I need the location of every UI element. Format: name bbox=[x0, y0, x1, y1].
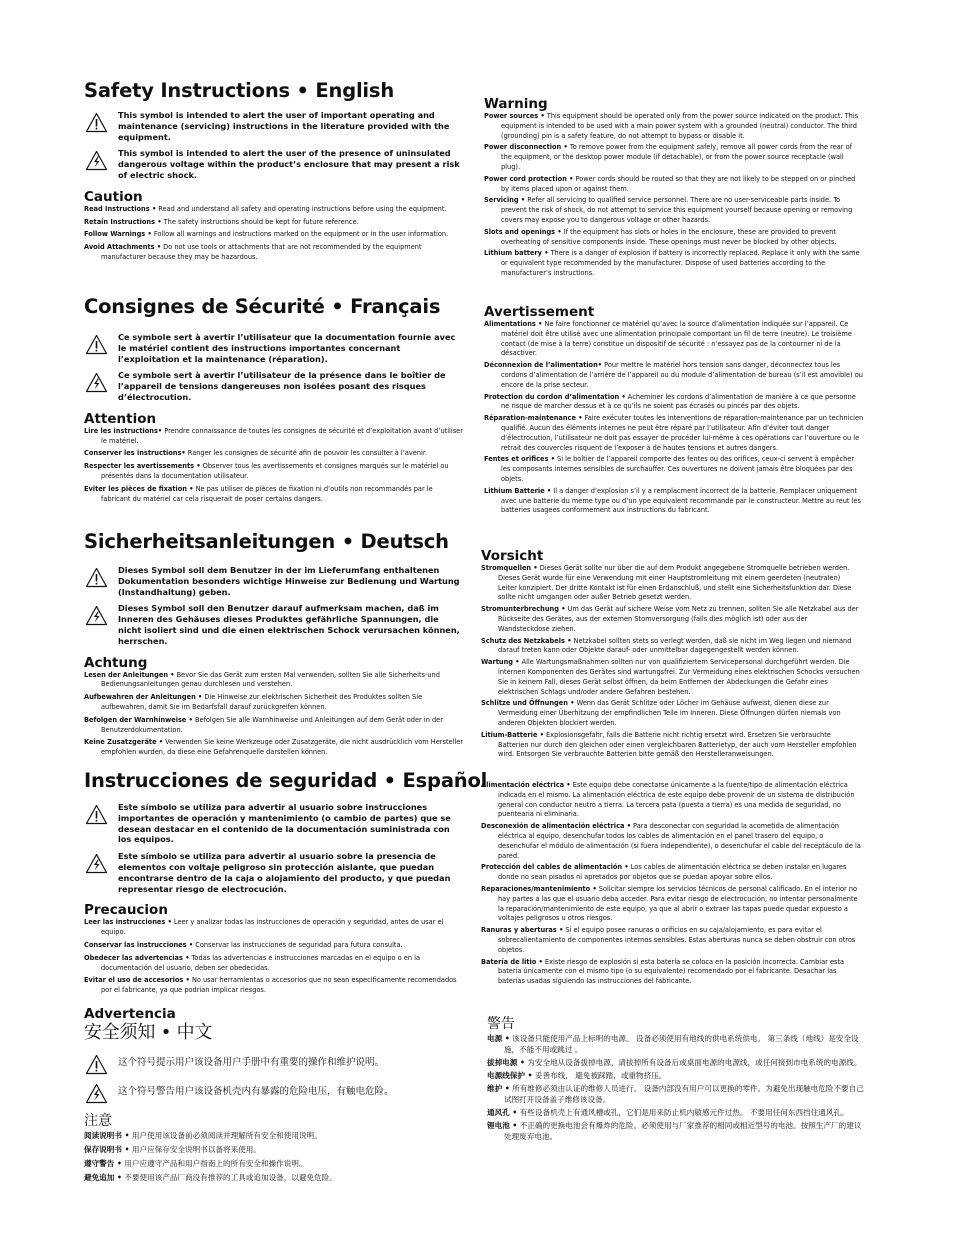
warning-item: 维护 • 所有维修必须由认证的维修人员进行。 设备内部没有用户可以更换的零件。为避免出现触电危险不要自己试图打开设备盖子维修该设备。 bbox=[487, 1084, 864, 1104]
chinese-warning-heading: 警告 bbox=[487, 1016, 515, 1032]
high-voltage-icon bbox=[85, 1083, 108, 1104]
warning-item: Lithium Batterie • Il a danger d’explosion s’il y a remplacment incorrect de la batterie. Remplacer uniquement avec une batterie du meme type ou d’un ype equivalent recommande par le constructeur. Mettre au reut les batteries usagees conformement aux instructions du fabricant. bbox=[484, 486, 861, 515]
chinese-symbol-info-text: 这个符号提示用户该设备用户手册中有重要的操作和维护说明。 bbox=[118, 1057, 385, 1068]
deutsch-symbol-voltage-text: Dieses Symbol soll den Benutzer darauf aufmerksam machen, daß im Inneren des Gehäuses dieses Produktes gefährliche Spannungen, die nicht isoliert sind und die einen elektrischen Schock verursachen können, herrschen. bbox=[118, 603, 460, 646]
high-voltage-icon bbox=[85, 605, 108, 626]
espanol-caution-list bbox=[84, 918, 464, 996]
francais-voltage-symbol-row bbox=[84, 370, 464, 402]
caution-item: Conservar las instrucciones • Conservar las instrucciones de seguridad para futura consulta. bbox=[84, 940, 403, 949]
caution-item: 遵守警告 • 用户应遵守产品和用户指南上的所有安全和操作说明。 bbox=[84, 1159, 307, 1168]
warning-item: Slots and openings • If the equipment has slots or holes in the enclosure, these are provided to prevent overheating of sensitive components inside. These openings must never be blocked by other objects. bbox=[484, 227, 837, 246]
caution-item: 保存说明书 • 用户应保存安全说明书以备将来使用。 bbox=[84, 1145, 261, 1154]
deutsch-voltage-symbol-row bbox=[84, 603, 464, 646]
francais-warning-section bbox=[484, 304, 864, 518]
espanol-symbol-info-text: Este símbolo se utiliza para advertir al usuario sobre instrucciones importantes de operación y mantenimiento (o cambio de partes) que se desean destacar en el contenido de la documentación suministrada con los equipos. bbox=[118, 802, 451, 845]
espanol-section bbox=[84, 769, 488, 1022]
chinese-voltage-symbol-row bbox=[84, 1081, 464, 1104]
warning-item: Servicing • Refer all servicing to qualified service personnel. There are no user-serviceable parts inside. To prevent the risk of shock, do not attempt to service this equipment yourself because opening or removing covers may expose you to dangerous voltage or other hazards. bbox=[484, 196, 853, 224]
english-symbol-info-text: This symbol is intended to alert the user of important operating and maintenance (servicing) instructions in the literature provided with the equipment. bbox=[118, 110, 450, 142]
warning-item: Power sources • This equipment should be operated only from the power source indicated on the product. This equipment is intended to be used with a main power system with a grounded (neutral) conductor. The third (grounding) pin is a safety feature, do not attempt to bypass or disable it. bbox=[484, 112, 859, 140]
english-symbol-voltage-text: This symbol is intended to alert the user of the presence of uninsulated dangerous voltage within the product’s enclosure that may present a risk of electric shock. bbox=[118, 148, 460, 180]
deutsch-info-symbol-row bbox=[84, 565, 464, 597]
francais-caution-heading: Attention bbox=[84, 410, 157, 427]
francais-warning-heading: Avertissement bbox=[484, 304, 595, 320]
warning-item: Stromquellen • Dieses Gerät sollte nur über die auf dem Produkt angegebene Stromquelle betrieben werden. Dieses Gerät wurde für eine Verwendung mit einer Hauptstromleitung mit einem geerdeten (neutralen) Leiter konzipiert. Der dritte Kontakt ist für einen Erdanschluß, und stellt eine Sicherheitsfunktion dar. Diese sollte nicht umgangen oder außer Betrieb gesetzt werden. bbox=[481, 564, 852, 602]
warning-item: Fentes et orifices • Si le boîtier de l’appareil comporte des fentes ou des orifices, ceux-ci servent à empêcher les composants internes sensibles de surchauffer. Ces ouvertures ne doivent jamais être bloquées par des objets. bbox=[484, 455, 855, 483]
warning-item: Protección del cables de alimentación • Los cables de alimentación eléctrica se deben instalar en lugares donde no sean pisados ni apretados por objetos que se puedan apoyar sobre ellos. bbox=[481, 863, 847, 882]
francais-symbol-info-text: Ce symbole sert à avertir l’utilisateur que la documentation fournie avec le matériel contient des instructions importantes concernant l’exploitation et la maintenance (réparation). bbox=[118, 332, 456, 364]
caution-item: 避免追加 • 不要使用该产品厂商没有推荐的工具或追加设备，以避免危险。 bbox=[84, 1173, 337, 1182]
warning-item: 通风孔 • 有些设备机壳上有通风槽或孔，它们是用来防止机内敏感元件过热。 不要用任何东西挡住通风孔。 bbox=[487, 1108, 849, 1117]
warning-item: Alimentations • Ne faire fonctionner ce matériel qu’avec la source d’alimentation indiquée sur l’appareil. Ce matériel doit être utilisé avec une alimentation principale comportant un fil de terre (neutre). Le troisième contact (de mise à la terre) constitue un dispositif de sécurité : n’essayez pas de la contourner ni de la désactiver. bbox=[484, 320, 852, 358]
chinese-warning-section bbox=[487, 1013, 867, 1144]
caution-item: Befolgen der Warnhinweise • Befolgen Sie alle Warnhinweise und Anleitungen auf dem Gerät oder in der Benutzerdokumentation. bbox=[84, 715, 443, 734]
deutsch-section bbox=[84, 530, 464, 761]
caution-item: Lesen der Anleitungen • Bevor Sie das Gerät zum ersten Mal verwenden, sollten Sie alle Sicherheits-und Bedienungsanleitungen genau durchlesen und verstehen. bbox=[84, 670, 440, 689]
deutsch-caution-list bbox=[84, 671, 464, 758]
warning-item: Réparation-maintenance • Faire exécuter toutes les interventions de réparation-maintenance par un technicien qualifié. Aucun des éléments internes ne peut être réparé par l’utilisateur. Afin d’éviter tout danger d’électrocution, l’utilisateur ne doit pas essayer de procéder lui-même à ces opérations car l’ouverture ou le retrait des couvercles risquent de l’exposer à de hautes tensions et autres dangers. bbox=[484, 414, 864, 452]
high-voltage-icon bbox=[85, 150, 108, 171]
english-title: Safety Instructions • English bbox=[84, 79, 395, 102]
warning-item: Power cord protection • Power cords should be routed so that they are not likely to be stepped on or pinched by items placed upon or against them. bbox=[484, 174, 856, 193]
high-voltage-icon bbox=[85, 372, 108, 393]
warning-exclamation-icon bbox=[85, 804, 108, 825]
francais-title: Consignes de Sécurité • Français bbox=[84, 295, 441, 318]
english-info-symbol-row bbox=[84, 110, 464, 142]
warning-item: Wartung • Alle Wartungsmaßnahmen sollten nur von qualifiziertem Servicepersonal durchgeführt werden. Die internen Komponenten des Gerätes sind wartungsfrei. Zur Vermeidung eines elektrischen Schocks versuchen Sie in keinem Fall, dieses Gerät selbst öffnen, da beim Entfernen der Abdeckungen die Gefahr eines elektrischen Schlags und/oder andere Gefahren bestehen. bbox=[481, 658, 860, 696]
chinese-section bbox=[84, 1018, 464, 1186]
warning-item: Power disconnection • To remove power from the equipment safely, remove all power cords from the rear of the equipment, or the desktop power module (if detachable), or from the power source receptacle (wall plug). bbox=[484, 143, 852, 171]
english-section bbox=[84, 79, 464, 266]
warning-item: Desconexión de alimentación eléctrica • Para desconectar con seguridad la acometida de alimentación eléctrica al equipo, desenchufar todos los cables de alimentación en el panel trasero del equipo, o desenchufar el módulo de alimentación (si fuera independiente), o desenchufar el cable del receptáculo de la pared. bbox=[481, 822, 861, 860]
espanol-warning-heading: Advertencia bbox=[84, 1005, 176, 1022]
warning-item: Alimentación eléctrica • Este equipo debe conectarse únicamente a la fuente/tipo de alimentación eléctrica indicada en el mismo. La alimentación eléctrica de este equipo debe provenir de un sistema de distribución general con conductor neutro a tierra. La tercera pata (puesta a tierra) es una medida de seguridad, no puentearia ni eliminaria. bbox=[481, 781, 855, 819]
warning-exclamation-icon bbox=[85, 334, 108, 355]
warning-item: Stromunterbrechung • Um das Gerät auf sichere Weise vom Netz zu trennen, sollten Sie alle Netzkabel aus der Rückseite des Gerätes, aus der externen Stomversorgung (falls dies möglich ist) oder aus der Wandsteckdose ziehen. bbox=[481, 605, 859, 633]
warning-item: 电源线保护 • 妥善布线， 避免被踩踏，或重物挤压。 bbox=[487, 1071, 667, 1080]
caution-item: Respecter les avertissements • Observer tous les avertissements et consignes marqués sur le matériel ou présentés dans la documentation utilisateur. bbox=[84, 462, 449, 480]
chinese-title: 安全须知 • 中文 bbox=[84, 1022, 213, 1043]
espanol-warning-section bbox=[481, 781, 861, 989]
caution-item: 阅读说明书 • 用户使用该设备前必须阅读并理解所有安全和使用说明。 bbox=[84, 1131, 322, 1140]
deutsch-symbol-info-text: Dieses Symbol soll dem Benutzer in der im Lieferumfang enthaltenen Dokumentation besonders wichtige Hinweise zur Bedienung und Wartung (Instandhaltung) geben. bbox=[118, 565, 460, 597]
warning-item: Schlitze und Öffnungen • Wenn das Gerät Schlitze oder Löcher im Gehäuse aufweist, dienen diese zur Vermeidung einer Überhitzung der empfindlichen Teile im Inneren. Diese Öffnungen dürfen niemals von anderen Objekten blockiert werden. bbox=[481, 699, 841, 727]
high-voltage-icon bbox=[85, 853, 108, 874]
deutsch-warning-heading: Vorsicht bbox=[481, 548, 544, 564]
francais-info-symbol-row bbox=[84, 332, 464, 364]
deutsch-warning-section bbox=[481, 548, 861, 762]
warning-item: Ranuras y aberturas • Si el equipo posee ranuras o orificios en su caja/alojamiento, es para evitar el sobrecalientamiento de componentes internos sensibles. Estas aberturas nunca se deben obstruir con otros objetos. bbox=[481, 926, 856, 954]
caution-item: Retain Instructions • The safety instructions should be kept for future reference. bbox=[84, 217, 359, 226]
warning-item: Reparaciones/mantenimiento • Solicitar siempre los servicios técnicos de personal calificado. En el interior no hay partes a las que el usuario deba acceder. Para evitar riesgo de electrocución, no intentar personalmente la reparación/mantenimiento de este equipo, ya que al abrir o extraer las tapas puede quedar expuesto a voltajes peligrosos u otros riesgos. bbox=[481, 884, 858, 923]
english-warning-heading: Warning bbox=[484, 96, 548, 112]
caution-item: Keine Zusatzgeräte • Verwenden Sie keine Werkzeuge oder Zusatzgeräte, die nicht ausdrücklich vom Hersteller empfohlen wurden, da diese eine Gefahrenquelle darstellen können. bbox=[84, 738, 464, 757]
chinese-symbol-voltage-text: 这个符号警告用户该设备机壳内有暴露的危险电压，有触电危险。 bbox=[118, 1086, 394, 1097]
english-warning-section bbox=[484, 96, 864, 281]
francais-symbol-voltage-text: Ce symbole sert à avertir l’utilisateur de la présence dans le boîtier de l’appareil de tensions dangereuses non isolées posant des risques d’électrocution. bbox=[118, 370, 446, 402]
caution-item: Evitar el uso de accesorios • No usar herramientas o accesorios que no sean especificamente recomendados por el fabricante, ya que podrian implicar riesgos. bbox=[84, 976, 457, 995]
warning-exclamation-icon bbox=[85, 1054, 108, 1075]
caution-item: Obedecer las advertencias • Todas las advertencias e instrucciones marcadas en el equipo o en la documentación del usuario, deben ser obedecidas. bbox=[84, 953, 420, 972]
warning-item: 锂电池 • 不正确的更换电池会有爆炸的危险。必须使用与厂家推荐的相同或相近型号的电池。按照生产厂的建议处理废弃电池。 bbox=[487, 1121, 862, 1141]
caution-item: Lire les instructions• Prendre connaissance de toutes les consignes de sécurité et d’exploitation avant d’utiliser le matériel. bbox=[84, 426, 463, 445]
caution-item: Follow Warnings • Follow all warnings and instructions marked on the equipment or in the user information. bbox=[84, 230, 449, 239]
chinese-caution-heading: 注意 bbox=[84, 1113, 112, 1129]
chinese-caution-list bbox=[84, 1130, 464, 1183]
warning-item: 拔掉电源 • 为安全地从设备拔掉电源，请拔掉所有设备后或桌面电源的电源线，或任何接到市电系统的电源线。 bbox=[487, 1058, 862, 1067]
espanol-caution-heading: Precaucion bbox=[84, 902, 168, 919]
caution-item: Leer las instrucciones • Leer y analizar todas las instrucciones de operación y seguridad, antes de usar el equipo. bbox=[84, 918, 444, 937]
warning-item: Protection du cordon d’alimentation • Acheminer les cordons d’alimentation de manière à ce que personne ne risque de marcher dessus et à ce qu’ils ne soient pas écrasés ou pincés par des objets. bbox=[484, 392, 856, 411]
espanol-symbol-voltage-text: Este símbolo se utiliza para advertir al usuario sobre la presencia de elementos con voltaje peligroso sin protección aislante, que puedan encontrarse dentro de la caja o alojamiento del producto, y que puedan representar riesgo de electrocución. bbox=[118, 851, 451, 894]
francais-section bbox=[84, 295, 464, 507]
caution-item: Read Instructions • Read and understand all safety and operating instructions before using the equipment. bbox=[84, 204, 447, 213]
caution-item: Eviter les pièces de fixation • Ne pas utiliser de pièces de fixation ni d’outils non recommandés par le fabricant du matériel car cela risquerait de poser certains dangers. bbox=[84, 484, 433, 503]
espanol-voltage-symbol-row bbox=[84, 851, 464, 894]
chinese-info-symbol-row bbox=[84, 1052, 464, 1075]
warning-item: 电源 • 该设备只能使用产品上标明的电源。 设备必须使用有地线的供电系统供电。 第三条线（地线）是安全设施，不能不用或跳过 。 bbox=[487, 1034, 859, 1054]
warning-item: Déconnexion de l’alimentation• Pour mettre le matériel hors tension sans danger, déconnectez tous les cordons d’alimentation de l’arrière de l’appareil ou du module d’alimentation de bureau (s’il est amovible) ou encore de la prise secteur. bbox=[484, 361, 863, 389]
caution-item: Avoid Attachments • Do not use tools or attachments that are not recommended by the equipment manufacturer because they may be hazardous. bbox=[84, 243, 422, 261]
english-voltage-symbol-row bbox=[84, 148, 464, 180]
deutsch-title: Sicherheitsanleitungen • Deutsch bbox=[84, 530, 449, 553]
english-caution-list bbox=[84, 205, 464, 263]
warning-item: Schutz des Netzkabels • Netzkabel sollten stets so verlegt werden, daß sie nicht im Weg liegen und niemand darauf treten kann oder Objekte darauf- oder unmittelbar dagegengestellt werden können. bbox=[481, 636, 852, 655]
warning-item: Batería de litio • Existe riesgo de explosión si esta batería se coloca en la posición incorrecta. Cambiar esta batería únicamente con el mismo tipo (o su equivalente) recomendado por el fabricante. Desachar las baterías usadas siguiendo las instrucciones del fabricante. bbox=[481, 957, 845, 986]
espanol-title: Instrucciones de seguridad • Español bbox=[84, 769, 488, 792]
caution-item: Aufbewahren der Anleitungen • Die Hinweise zur elektrischen Sicherheit des Produktes sollten Sie aufbewahren, damit Sie im Bedarfsfall darauf zurückgreifen können. bbox=[84, 693, 423, 711]
espanol-info-symbol-row bbox=[84, 802, 464, 845]
warning-item: Litium-Batterie • Explosionsgefahr, falls die Batterie nicht richtig ersetzt wird. Ersetzen Sie verbrauchte Batterien nur durch den gleichen oder einen vergleichbaren Batterietyp, der auch vom Hersteller empfohlen wird. Entsorgen Sie verbrauchte Batterien bitte gemäß den Herstelleranweisungen. bbox=[481, 730, 857, 759]
deutsch-caution-heading: Achtung bbox=[84, 654, 148, 671]
english-caution-heading: Caution bbox=[84, 188, 143, 205]
warning-exclamation-icon bbox=[85, 112, 108, 133]
warning-exclamation-icon bbox=[85, 567, 108, 588]
caution-item: Conserver les instructions• Ranger les consignes de sécurité afin de pouvoir les consulter à l’avenir. bbox=[84, 449, 428, 458]
warning-item: Lithium battery • There is a danger of explosion if battery is incorrectly replaced. Replace it only with the same or equivalent type recommended by the manufacturer. Dispose of used batteries according to the manufacturer’s instructions. bbox=[484, 249, 860, 277]
francais-caution-list bbox=[84, 427, 464, 505]
